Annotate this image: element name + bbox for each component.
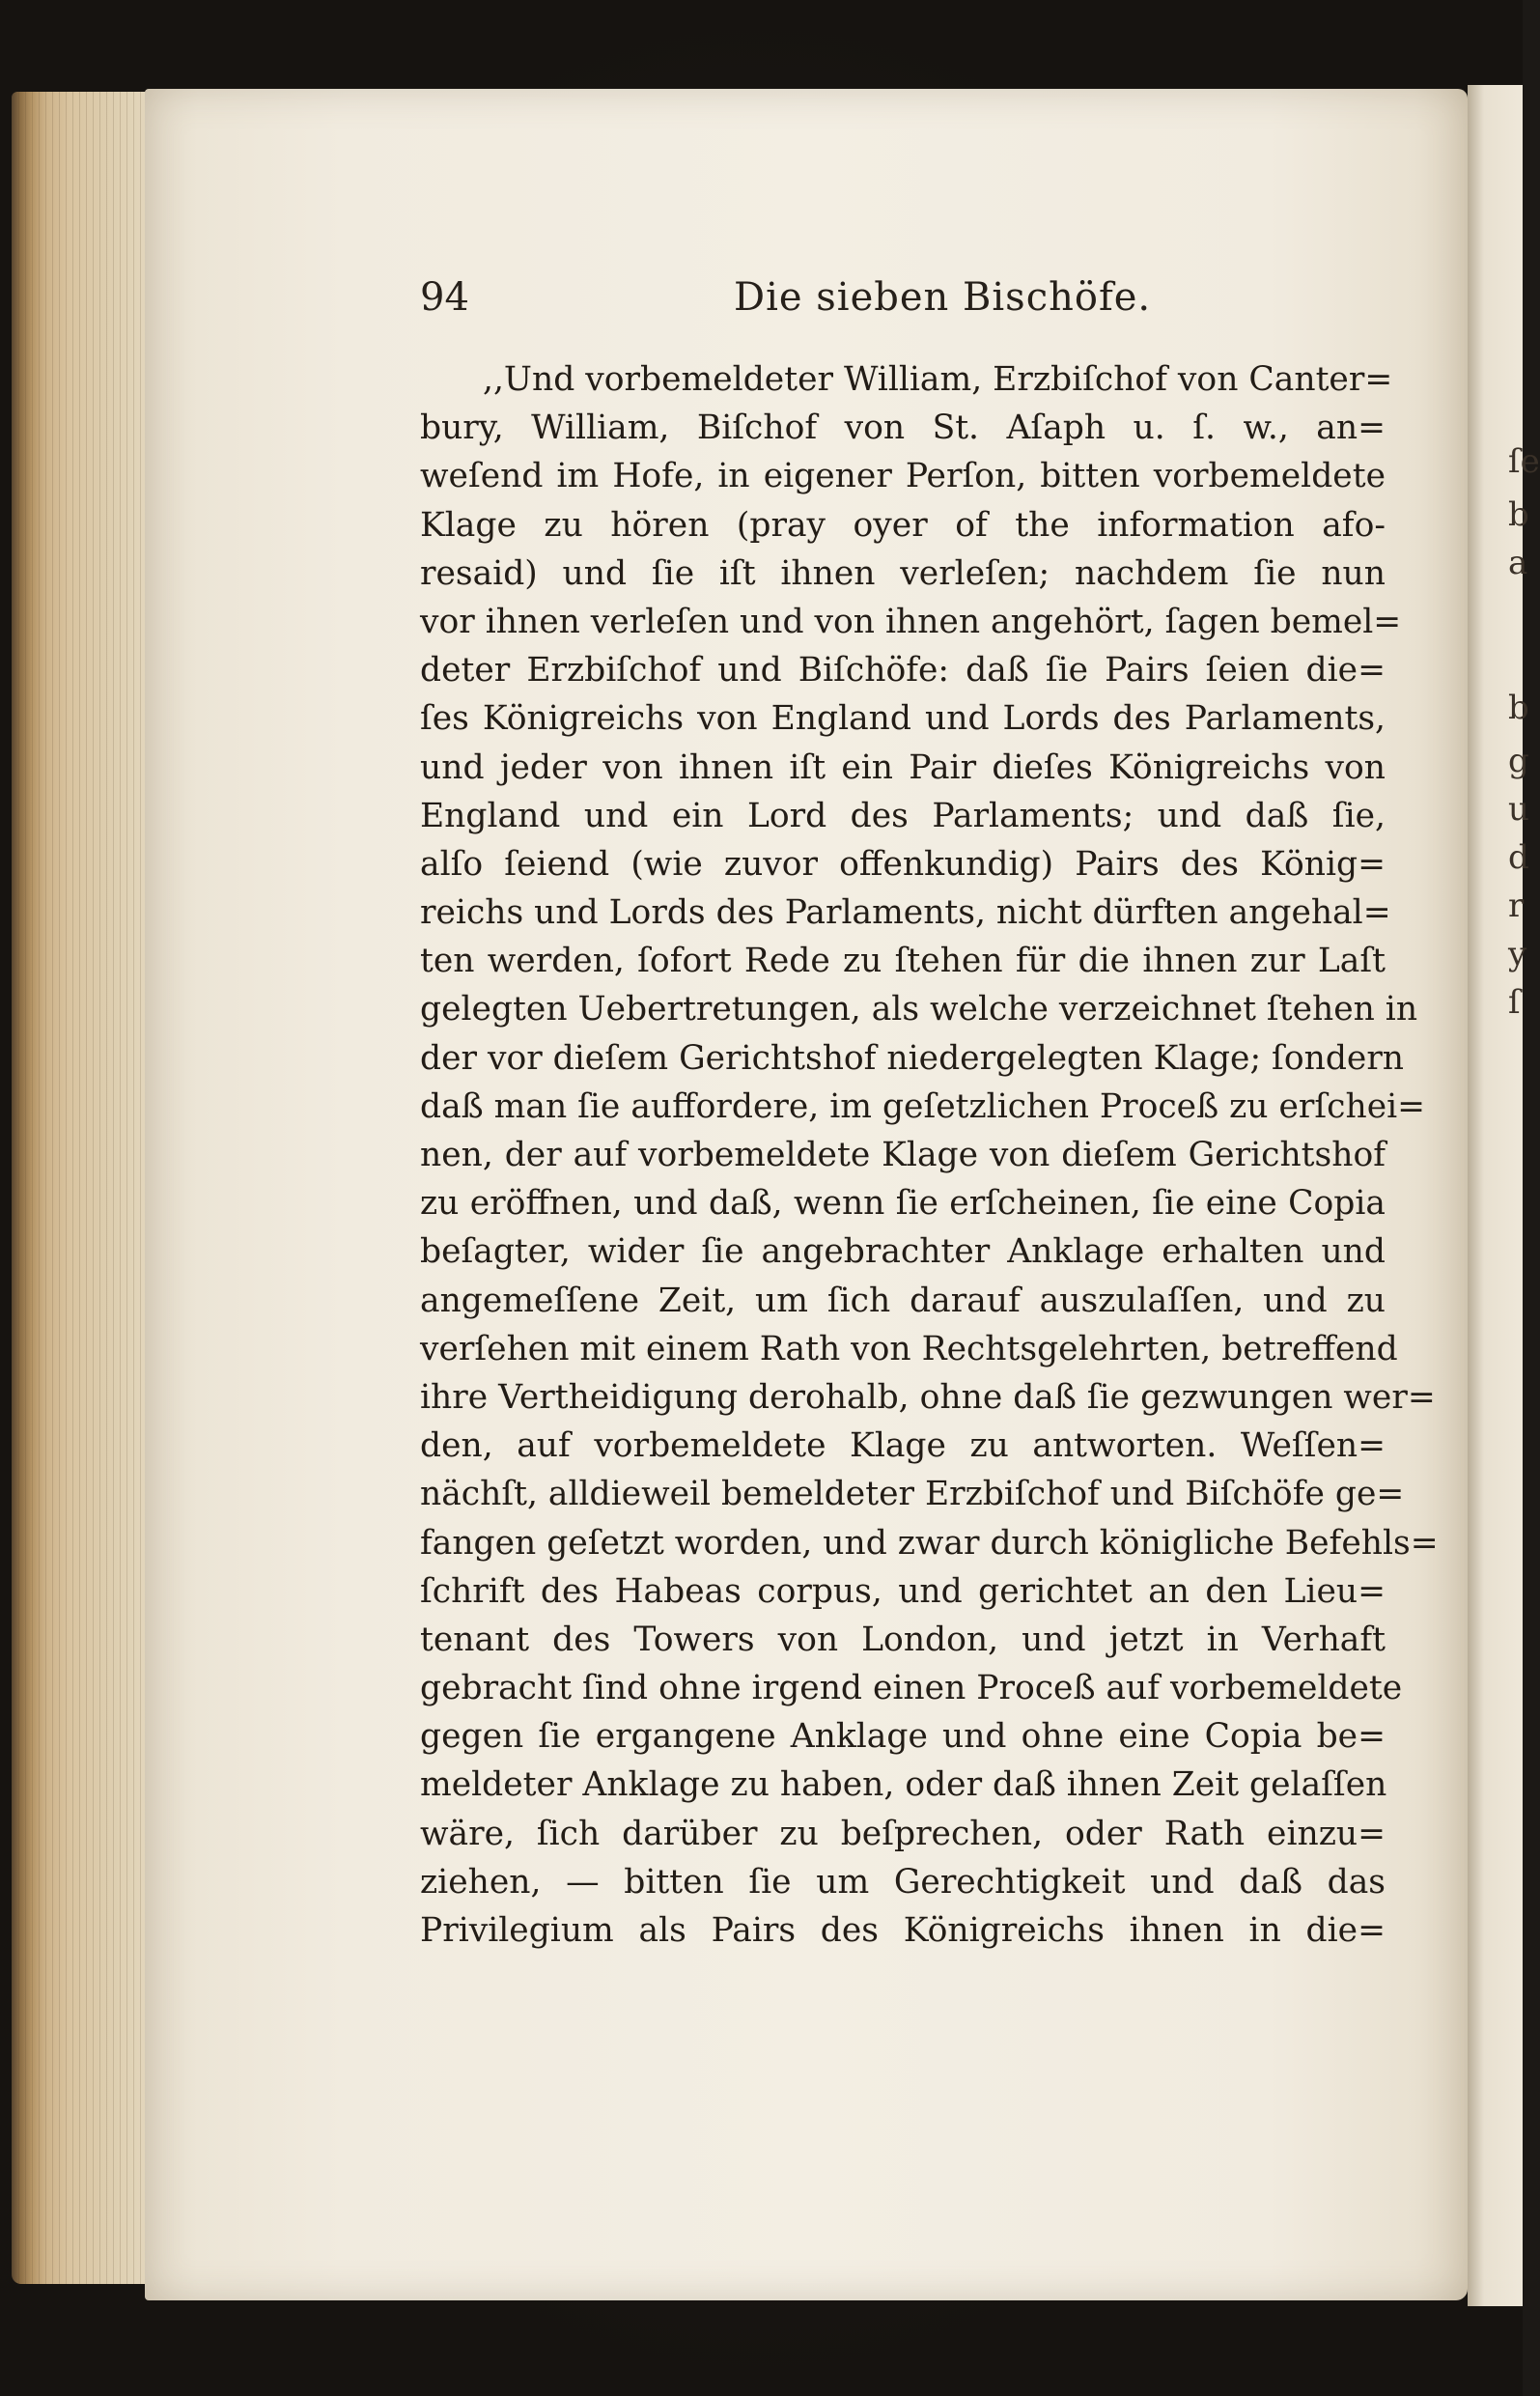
facing-page-fragment: d <box>1508 838 1529 877</box>
text-line: daß man ſie auffordere, im geſetzlichen Proceß zu erſchei= <box>420 1086 1426 1126</box>
text-line: ſes Königreichs von England und Lords des Parlaments, <box>420 699 1386 739</box>
page-number: 94 <box>420 275 469 320</box>
facing-page-fragment: a <box>1508 544 1528 582</box>
text-line: England und ein Lord des Parlaments; und daß ſie, <box>420 796 1386 835</box>
text-line: Klage zu hören (pray oyer of the information afo- <box>420 505 1386 545</box>
text-line: gebracht ſind ohne irgend einen Proceß auf vorbemeldete <box>420 1669 1403 1708</box>
text-line: der vor dieſem Gerichtshof niedergelegten Klage; ſondern <box>420 1038 1405 1078</box>
text-line: den, auf vorbemeldete Klage zu antworten. Weſſen= <box>420 1426 1386 1466</box>
facing-page-fragment: u <box>1508 790 1529 829</box>
facing-page-fragment: ſ <box>1508 983 1521 1022</box>
text-line: beſagter, wider ſie angebrachter Anklage erhalten und <box>420 1232 1386 1272</box>
body-text <box>420 355 1439 1955</box>
text-line: verſehen mit einem Rath von Rechtsgelehrten, betreffend <box>420 1329 1398 1368</box>
text-line: ziehen, — bitten ſie um Gerechtigkeit und daß das <box>420 1862 1386 1902</box>
text-line: meldeter Anklage zu haben, oder daß ihnen Zeit gelaſſen <box>420 1765 1387 1805</box>
text-line: Privilegium als Pairs des Königreichs ihnen in die= <box>420 1911 1386 1950</box>
text-line: deter Erzbiſchof und Biſchöfe: daß ſie Pairs ſeien die= <box>420 651 1386 691</box>
text-line: nen, der auf vorbemeldete Klage von dieſem Gerichtshof <box>420 1136 1386 1174</box>
facing-page-fragment: b <box>1508 495 1529 534</box>
text-line: ihre Vertheidigung derohalb, ohne daß ſie gezwungen wer= <box>420 1377 1436 1417</box>
text-line: weſend im Hofe, in eigener Perſon, bitten vorbemeldete <box>420 457 1386 496</box>
text-line: ,,Und vorbemeldeter William, Erzbiſchof von Canter= <box>483 360 1393 399</box>
text-line: alſo ſeiend (wie zuvor offenkundig) Pairs des König= <box>420 844 1386 884</box>
text-line: gelegten Uebertretungen, als welche verzeichnet ſtehen in <box>420 990 1418 1029</box>
text-line: ten werden, ſofort Rede zu ſtehen für die ihnen zur Laſt <box>420 942 1386 981</box>
text-line: vor ihnen verleſen und von ihnen angehört, ſagen bemel= <box>420 602 1402 641</box>
text-line: resaid) und ſie iſt ihnen verleſen; nachdem ſie nun <box>420 553 1386 593</box>
text-line: angemeſſene Zeit, um ſich darauf auszulaſſen, und zu <box>420 1281 1386 1320</box>
facing-page-fragment: b <box>1508 689 1529 727</box>
text-line: wäre, ſich darüber zu beſprechen, oder Rath einzu= <box>420 1814 1386 1853</box>
text-line: und jeder von ihnen iſt ein Pair dieſes Königreichs von <box>420 747 1386 787</box>
facing-page-fragment: ſe <box>1508 442 1540 481</box>
text-line: fangen geſetzt worden, und zwar durch königliche Befehls= <box>420 1523 1439 1563</box>
text-line: gegen ſie ergangene Anklage und ohne eine Copia be= <box>420 1717 1386 1757</box>
facing-page-fragment: g <box>1508 742 1529 780</box>
facing-page-fragment: y <box>1508 935 1527 973</box>
page-stack-edge <box>12 92 156 2284</box>
text-line: tenant des Towers von London, und jetzt in Verhaft <box>420 1620 1386 1659</box>
facing-page-fragment: r <box>1508 887 1525 925</box>
page-header <box>420 275 1386 333</box>
text-line: reichs und Lords des Parlaments, nicht dürften angehal= <box>420 893 1391 933</box>
text-line: nächſt, alldieweil bemeldeter Erzbiſchof und Biſchöfe ge= <box>420 1475 1405 1514</box>
text-line: ſchrift des Habeas corpus, und gerichtet an den Lieu= <box>420 1571 1386 1611</box>
text-line: bury, William, Biſchof von St. Aſaph u. ſ. w., an= <box>420 409 1386 448</box>
text-line: zu eröffnen, und daß, wenn ſie erſcheinen, ſie eine Copia <box>420 1184 1386 1224</box>
running-title: Die sieben Bischöfe. <box>734 275 1152 320</box>
facing-page-edge <box>1468 85 1540 2306</box>
